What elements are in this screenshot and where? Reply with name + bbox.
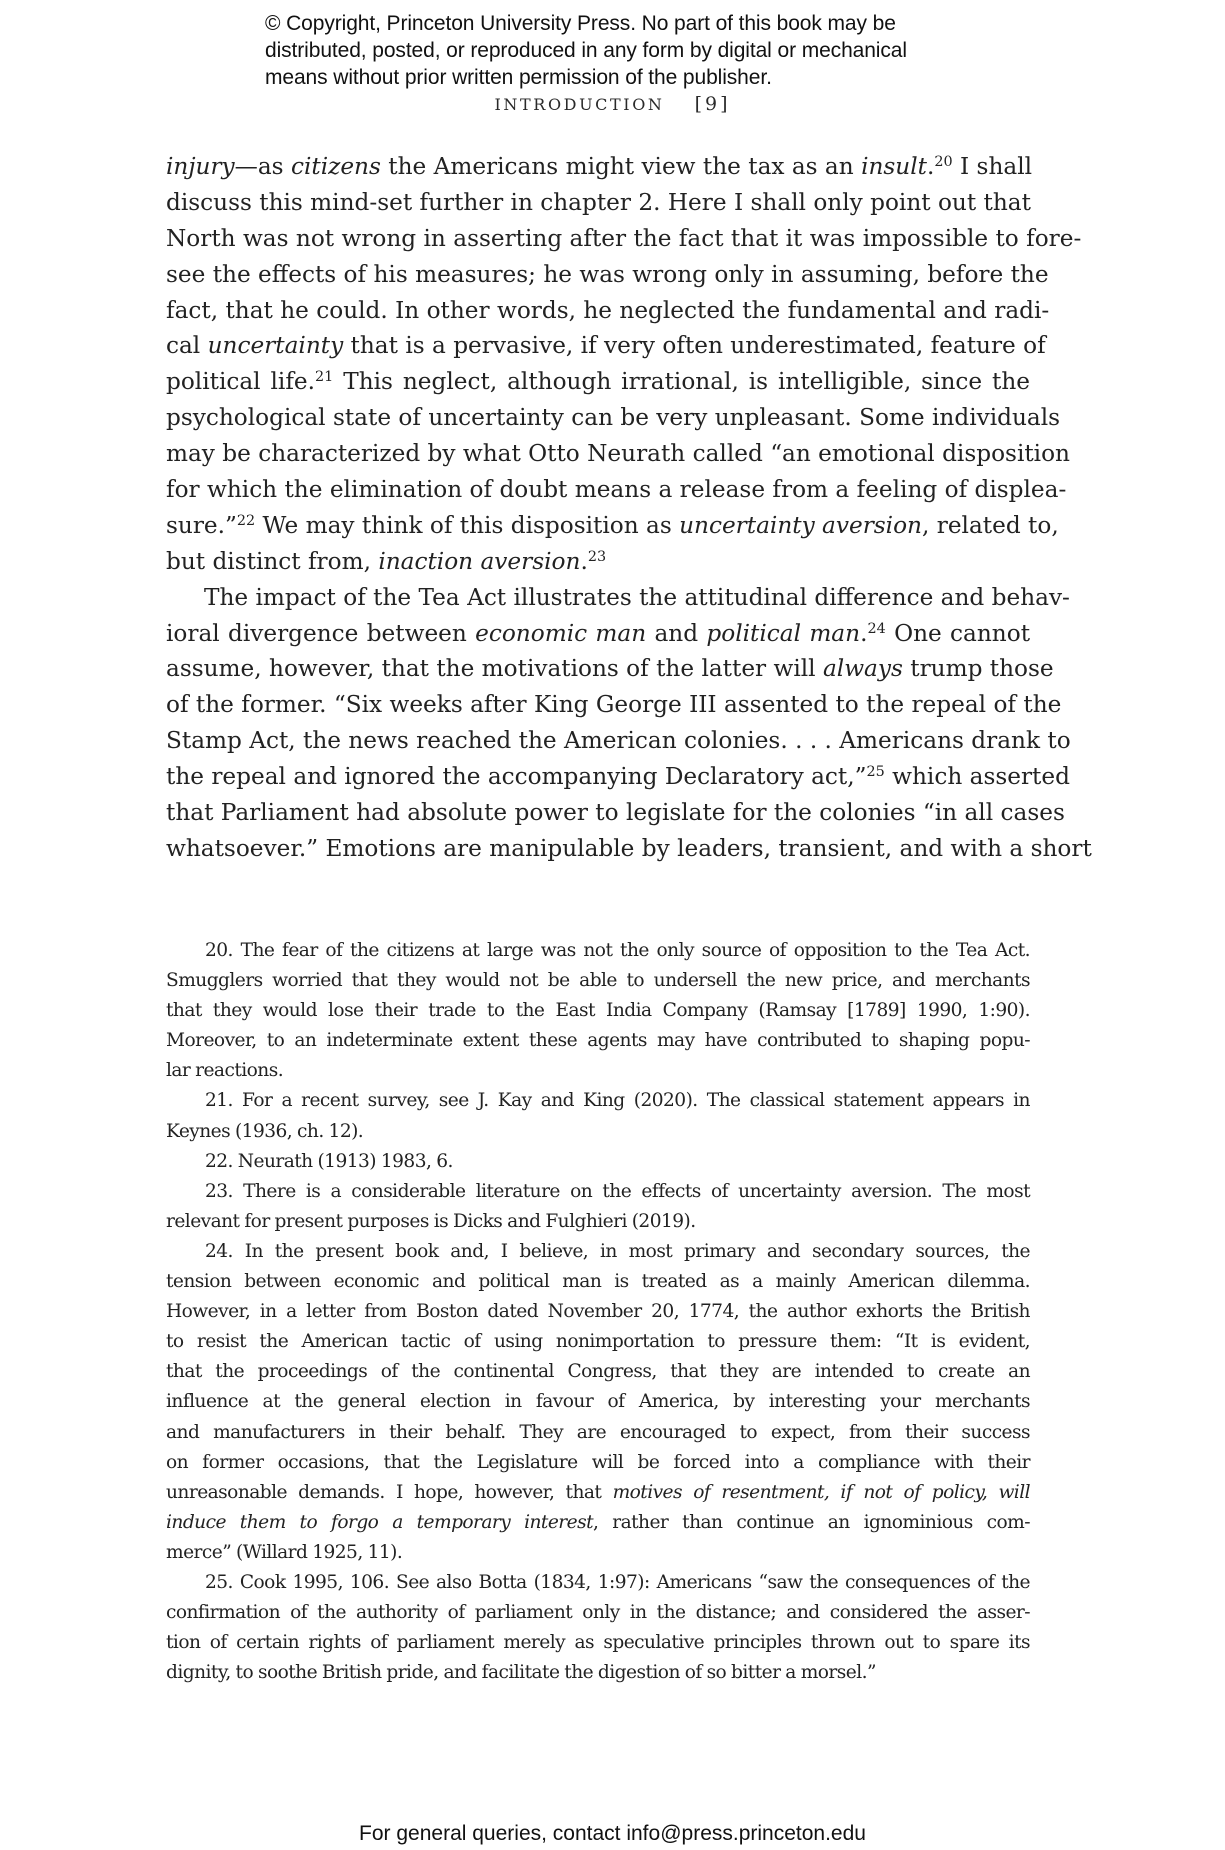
copyright-line: distributed, posted, or reproduced in any form by digital or mechanical — [265, 39, 907, 62]
text-run: Moreover, to an indeterminate extent these agents may have contributed to shaping popu- — [166, 1030, 1030, 1052]
text-line — [166, 1598, 1030, 1628]
text-line — [166, 257, 1049, 293]
text-line — [166, 436, 1070, 472]
footnote-22 — [166, 1147, 1030, 1177]
text-line — [166, 364, 1030, 400]
text-run: dignity, to soothe British pride, and facilitate the digestion of so bitter a morsel.” — [166, 1662, 876, 1684]
footnotes — [166, 936, 1030, 1688]
text-run: This neglect, although irrational, is intelligible, since the — [333, 368, 1030, 396]
italic-text: always — [822, 655, 903, 683]
text-line — [166, 1117, 1030, 1147]
text-run: 24. In the present book and, I believe, in most primary and secondary sources, the — [205, 1240, 1030, 1262]
footnote-21 — [166, 1086, 1030, 1146]
text-line — [166, 1177, 1030, 1207]
text-run: trump those — [902, 655, 1054, 683]
text-run: may be characterized by what Otto Neurath called “an emotional disposition — [166, 440, 1070, 468]
text-run: 22. Neurath (1913) 1983, 6. — [205, 1150, 453, 1172]
italic-text: citizens — [290, 153, 381, 180]
text-run: that the proceedings of the continental Congress, that they are intended to create an — [166, 1361, 1030, 1383]
running-head — [0, 93, 1225, 115]
text-run: I shall — [952, 153, 1033, 180]
text-run: discuss this mind-set further in chapter 2. Here I shall only point out that — [166, 188, 1031, 216]
text-line — [166, 759, 1070, 795]
text-run: 23. There is a considerable literature on the effects of uncertainty aversion. The most — [205, 1180, 1030, 1202]
footnote-reference[interactable]: 21 — [315, 369, 334, 386]
text-run: —as — [234, 153, 291, 180]
text-run: to resist the American tactic of using nonimportation to pressure them: “It is evident, — [166, 1331, 1030, 1353]
text-run: the Americans might view the tax as an — [380, 153, 862, 180]
text-run: sure.” — [166, 511, 237, 539]
text-run: confirmation of the authority of parliament only in the distance; and considered the asser- — [166, 1602, 1030, 1624]
text-line — [166, 1237, 1030, 1267]
italic-text: motives of resentment, if not of policy, will — [612, 1481, 1030, 1503]
italic-text: induce them to forgo a temporary interest — [166, 1511, 594, 1533]
text-line — [166, 1418, 1030, 1448]
text-line — [166, 293, 1050, 329]
text-line — [166, 996, 1030, 1026]
text-run: Smugglers worried that they would not be able to undersell the new price, and merchants — [166, 970, 1030, 992]
text-run: that is a pervasive, if very often underestimated, feature of — [343, 332, 1046, 360]
text-line — [166, 472, 1067, 508]
footnote-23 — [166, 1177, 1030, 1237]
footnote-24 — [166, 1237, 1030, 1568]
text-run: influence at the general election in favour of America, by interesting your merchants — [166, 1391, 1030, 1413]
text-line — [166, 1568, 1030, 1598]
text-run: psychological state of uncertainty can be very unpleasant. Some individuals — [166, 404, 1061, 432]
text-line — [166, 400, 1061, 436]
text-line — [166, 1478, 1030, 1508]
running-head-title: INTRODUCTION — [494, 95, 665, 114]
text-run: see the effects of his measures; he was wrong only in assuming, before the — [166, 260, 1049, 288]
text-line — [166, 580, 1070, 616]
footnote-reference[interactable]: 22 — [236, 513, 256, 529]
footnote-reference[interactable]: 25 — [866, 764, 885, 781]
text-run: lar reactions. — [166, 1060, 284, 1082]
paragraph — [166, 580, 1092, 867]
text-line — [166, 1357, 1030, 1387]
text-run: However, in a letter from Boston dated November 20, 1774, the author exhorts the British — [166, 1301, 1030, 1323]
footnote-20 — [166, 936, 1030, 1086]
text-line — [166, 831, 1092, 867]
page-number: [9] — [694, 93, 731, 115]
text-line — [166, 508, 1059, 544]
text-run: but distinct from, — [166, 547, 379, 575]
footnote-reference[interactable]: 23 — [587, 548, 607, 565]
text-line — [166, 966, 1030, 996]
text-run: political life. — [166, 368, 316, 396]
text-line — [166, 795, 1065, 831]
text-line — [166, 544, 1030, 580]
text-run: whatsoever.” Emotions are manipulable by leaders, transient, and with a short — [166, 834, 1092, 862]
text-line — [166, 1387, 1030, 1417]
italic-text: insult — [861, 153, 927, 180]
footnote-reference[interactable]: 20 — [934, 154, 953, 171]
paragraph — [166, 149, 1082, 580]
text-line — [166, 1267, 1030, 1297]
text-run: unreasonable demands. I hope, however, that — [166, 1481, 613, 1503]
text-line — [166, 936, 1030, 966]
text-line — [166, 1448, 1030, 1478]
text-line — [166, 1658, 1030, 1688]
text-line — [166, 687, 1062, 723]
copyright-notice — [265, 10, 985, 91]
text-run: . — [926, 153, 935, 180]
italic-text: uncertainty aversion — [679, 511, 922, 539]
text-run: ioral divergence between — [166, 619, 476, 647]
text-run: , rather than continue an ignominious com- — [593, 1511, 1030, 1533]
footer-contact: For general queries, contact info@press.princeton.edu — [359, 1822, 866, 1845]
footnote-reference[interactable]: 24 — [867, 620, 886, 637]
text-run: 21. For a recent survey, see J. Kay and King (2020). The classical statement appears in — [205, 1090, 1030, 1112]
text-run: One cannot — [885, 619, 1031, 647]
text-run: that Parliament had absolute power to legislate for the colonies “in all cases — [166, 799, 1065, 827]
text-line — [166, 1207, 1030, 1237]
text-run: assume, however, that the motivations of the latter will — [166, 655, 823, 683]
text-run: the repeal and ignored the accompanying Declaratory act,” — [166, 763, 867, 791]
text-line — [166, 616, 1030, 652]
text-run: 25. Cook 1995, 106. See also Botta (1834, 1:97): Americans “saw the consequences of the — [205, 1571, 1030, 1593]
text-run: relevant for present purposes is Dicks and Fulghieri (2019). — [166, 1210, 696, 1232]
text-line — [166, 651, 1054, 687]
text-run: . — [860, 619, 868, 647]
italic-text: political man — [706, 619, 861, 647]
italic-text: injury — [166, 153, 235, 180]
italic-text: uncertainty — [207, 332, 344, 360]
text-run: which asserted — [884, 763, 1070, 791]
text-line — [166, 328, 1046, 364]
text-line — [166, 1628, 1030, 1658]
text-run: and — [646, 619, 707, 647]
text-run: We may think of this disposition as — [255, 511, 680, 539]
text-line — [166, 1538, 1030, 1568]
text-line — [166, 723, 1071, 759]
text-run: 20. The fear of the citizens at large was not the only source of opposition to the Tea Act. — [205, 940, 1030, 961]
text-run: tion of certain rights of parliament merely as speculative principles thrown out to spare its — [166, 1632, 1030, 1654]
text-line — [166, 1026, 1030, 1056]
footnote-25 — [166, 1568, 1030, 1688]
text-line — [166, 1056, 1030, 1086]
text-line — [166, 1086, 1030, 1116]
text-run: Stamp Act, the news reached the American colonies. . . . Americans drank to — [166, 727, 1071, 755]
text-line — [166, 221, 1082, 257]
text-run: of the former. “Six weeks after King George III assented to the repeal of the — [166, 691, 1062, 719]
text-run: Keynes (1936, ch. 12). — [166, 1120, 364, 1142]
text-run: . — [580, 547, 588, 575]
text-run: on former occasions, that the Legislature will be forced into a compliance with their — [166, 1451, 1030, 1473]
italic-text: inaction aversion — [378, 547, 581, 575]
text-run: , related to, — [922, 511, 1059, 539]
text-run: North was not wrong in asserting after the fact that it was impossible to fore- — [166, 224, 1082, 252]
text-line — [166, 1147, 1030, 1177]
text-run: that they would lose their trade to the East India Company (Ramsay [1789] 1990, 1:90). — [166, 1000, 1030, 1022]
copyright-line: means without prior written permission of the publisher. — [265, 66, 772, 89]
text-line — [166, 1508, 1030, 1538]
text-run: cal — [166, 332, 208, 360]
text-run: and manufacturers in their behalf. They are encouraged to expect, from their success — [166, 1421, 1030, 1443]
text-line — [166, 1327, 1030, 1357]
text-line — [166, 149, 1033, 185]
text-line — [166, 1297, 1030, 1327]
text-line — [166, 185, 1030, 221]
text-run: for which the elimination of doubt means a release from a feeling of displea- — [166, 476, 1067, 504]
text-run: The impact of the Tea Act illustrates the attitudinal difference and behav- — [204, 583, 1070, 611]
text-run: fact, that he could. In other words, he neglected the fundamental and radi- — [166, 296, 1050, 324]
copyright-line: © Copyright, Princeton University Press. No part of this book may be — [265, 12, 896, 35]
text-run: merce” (Willard 1925, 11). — [166, 1541, 403, 1563]
italic-text: economic man — [475, 619, 647, 647]
body-text — [166, 149, 1092, 867]
text-run: tension between economic and political man is treated as a mainly American dilemma. — [166, 1271, 1030, 1293]
